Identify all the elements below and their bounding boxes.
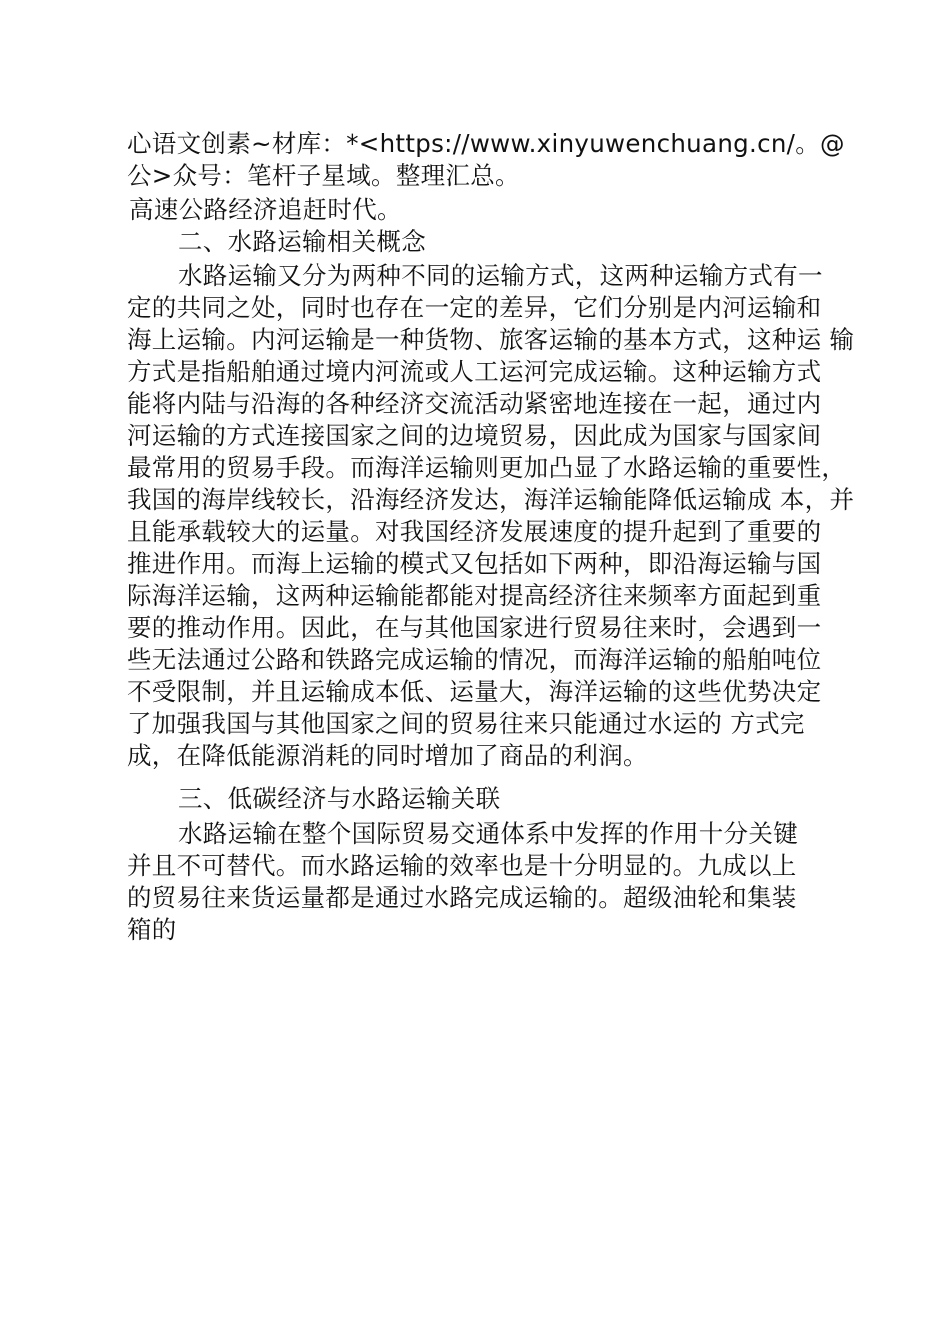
paragraph-line: 了加强我国与其他国家之间的贸易往来只能通过水运的 方式完 (127, 709, 805, 738)
paragraph-line: 水路运输在整个国际贸易交通体系中发挥的作用十分关键 (178, 819, 798, 848)
paragraph-line: 我国的海岸线较长，沿海经济发达，海洋运输能降低运输成 本，并 (127, 485, 855, 514)
paragraph-line: 定的共同之处，同时也存在一定的差异，它们分别是内河运输和 (127, 293, 822, 322)
paragraph-line: 的贸易往来货运量都是通过水路完成运输的。超级油轮和集装 (127, 883, 797, 912)
paragraph-line: 些无法通过公路和铁路完成运输的情况，而海洋运输的船舶吨位 (127, 645, 822, 674)
paragraph-line: 海上运输。内河运输是一种货物、旅客运输的基本方式，这种运 输 (127, 325, 855, 354)
paragraph-line: 且能承载较大的运量。对我国经济发展速度的提升起到了重要的 (127, 517, 822, 546)
paragraph-line: 能将内陆与沿海的各种经济交流活动紧密地连接在一起，通过内 (127, 389, 822, 418)
paragraph-line: 成，在降低能源消耗的同时增加了商品的利润。 (127, 741, 648, 770)
section-heading: 二、水路运输相关概念 (178, 227, 426, 256)
paragraph-line: 箱的 (127, 915, 177, 944)
paragraph-line: 要的推动作用。因此，在与其他国家进行贸易往来时，会遇到一 (127, 613, 822, 642)
header-line-2: 公>众号：笔杆子星域。整理汇总。 (127, 161, 520, 190)
paragraph-line: 推进作用。而海上运输的模式又包括如下两种，即沿海运输与国 (127, 549, 822, 578)
paragraph-line: 高速公路经济追赶时代。 (129, 195, 402, 224)
paragraph-line: 并且不可替代。而水路运输的效率也是十分明显的。九成以上 (127, 851, 797, 880)
paragraph-line: 水路运输又分为两种不同的运输方式，这两种运输方式有一 (178, 261, 823, 290)
paragraph-line: 方式是指船舶通过境内河流或人工运河完成运输。这种运输方式 (127, 357, 822, 386)
section-heading: 三、低碳经济与水路运输关联 (178, 784, 501, 813)
paragraph-line: 最常用的贸易手段。而海洋运输则更加凸显了水路运输的重要性， (127, 453, 847, 482)
header-line-1: 心语文创素~材库：*<https://www.xinyuwenchuang.cn/。@ (127, 129, 845, 158)
paragraph-line: 不受限制，并且运输成本低、运量大，海洋运输的这些优势决定 (127, 677, 822, 706)
paragraph-line: 河运输的方式连接国家之间的边境贸易，因此成为国家与国家间 (127, 421, 822, 450)
paragraph-line: 际海洋运输，这两种运输能都能对提高经济往来频率方面起到重 (127, 581, 822, 610)
